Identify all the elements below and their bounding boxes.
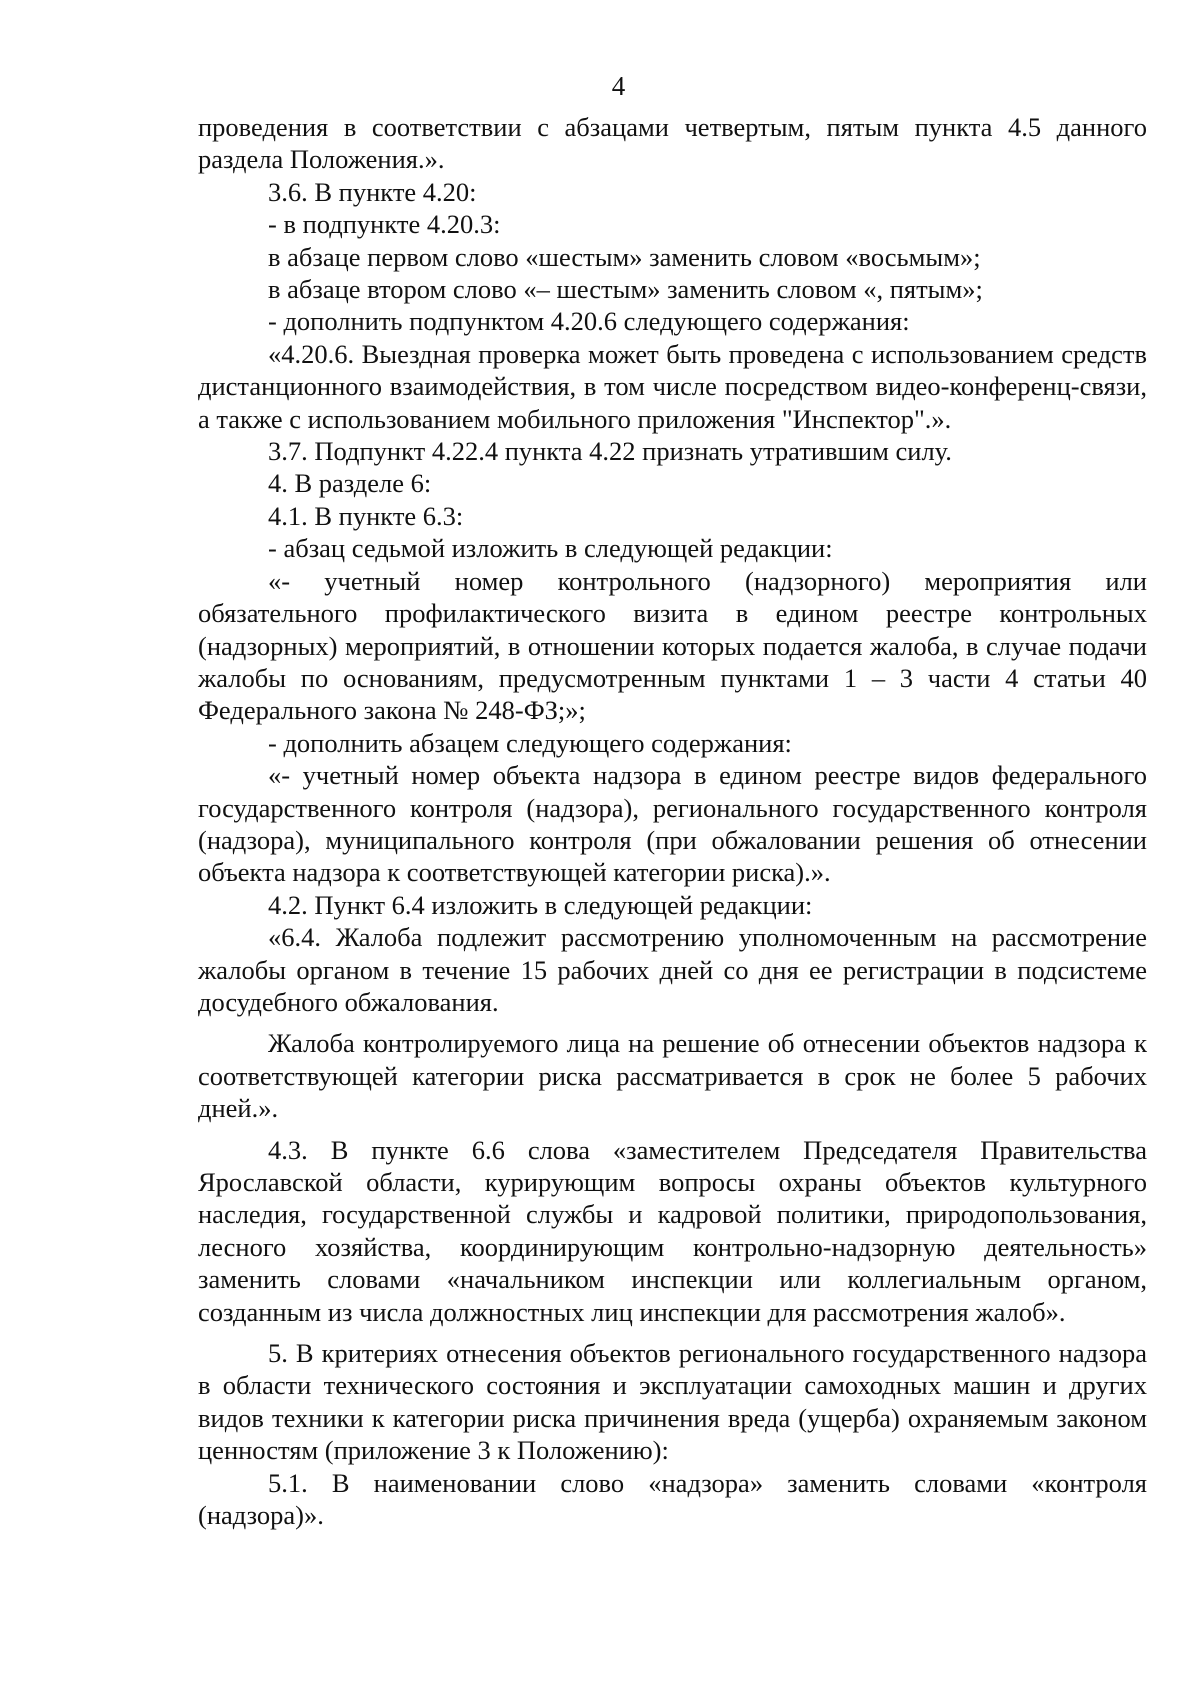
paragraph: проведения в соответствии с абзацами четвертым, пятым пункта 4.5 данного раздела Положения.». xyxy=(198,112,1147,175)
paragraph: - дополнить абзацем следующего содержания: xyxy=(268,727,792,758)
paragraph: - в подпункте 4.20.3: xyxy=(268,209,501,240)
paragraph: «- учетный номер контрольного (надзорного) мероприятия или обязательного профилактического визита в едином реестре контрольных (надзорных) мероприятий, в отношении которых подается жалоба, в случае подачи жалобы по основаниям, предусмотренным пунктами 1 – 3 части 4 статьи 40 Федерального закона № 248-ФЗ;»; xyxy=(198,565,1147,726)
paragraph: 5. В критериях отнесения объектов регионального государственного надзора в области технического состояния и эксплуатации самоходных машин и других видов техники к категории риска причинения вреда (ущерба) охраняемым законом ценностям (приложение 3 к Положению): xyxy=(198,1338,1147,1466)
paragraph: в абзаце первом слово «шестым» заменить словом «восьмым»; xyxy=(268,241,981,272)
paragraph: - дополнить подпунктом 4.20.6 следующего содержания: xyxy=(268,306,910,337)
paragraph: 3.6. В пункте 4.20: xyxy=(268,176,477,207)
page-number: 4 xyxy=(611,71,626,101)
paragraph: «6.4. Жалоба подлежит рассмотрению уполномоченным на рассмотрение жалобы органом в течение 15 рабочих дней со дня ее регистрации в подсистеме досудебного обжалования. xyxy=(198,922,1147,1017)
paragraph: Жалоба контролируемого лица на решение об отнесении объектов надзора к соответствующей категории риска рассматривается в срок не более 5 рабочих дней.». xyxy=(198,1028,1147,1124)
paragraph: 4. В разделе 6: xyxy=(268,468,432,499)
paragraph: 4.2. Пункт 6.4 изложить в следующей редакции: xyxy=(268,889,813,920)
paragraph: 5.1. В наименовании слово «надзора» заменить словами «контроля (надзора)». xyxy=(198,1467,1147,1531)
paragraph: «4.20.6. Выездная проверка может быть проведена с использованием средств дистанционного взаимодействия, в том числе посредством видео-конференц-связи, а также с использованием мобильного приложения "Инспектор".». xyxy=(198,338,1147,434)
paragraph: 4.1. В пункте 6.3: xyxy=(268,500,464,531)
paragraph: 3.7. Подпункт 4.22.4 пункта 4.22 признать утратившим силу. xyxy=(268,436,952,467)
paragraph: 4.3. В пункте 6.6 слова «заместителем Председателя Правительства Ярославской области, курирующим вопросы охраны объектов культурного наследия, государственной службы и кадровой политики, природопользования, лесного хозяйства, координирующим контрольно-надзорную деятельность» заменить словами «начальником инспекции или коллегиальным органом, созданным из числа должностных лиц инспекции для рассмотрения жалоб». xyxy=(198,1134,1147,1327)
paragraph: - абзац седьмой изложить в следующей редакции: xyxy=(268,533,833,564)
paragraph: «- учетный номер объекта надзора в едином реестре видов федерального государственного контроля (надзора), регионального государственного контроля (надзора), муниципального контроля (при обжаловании решения об отнесении объекта надзора к соответствующей категории риска).». xyxy=(198,760,1147,888)
paragraph: в абзаце втором слово «– шестым» заменить словом «, пятым»; xyxy=(268,274,983,305)
document-body xyxy=(198,111,1147,1531)
